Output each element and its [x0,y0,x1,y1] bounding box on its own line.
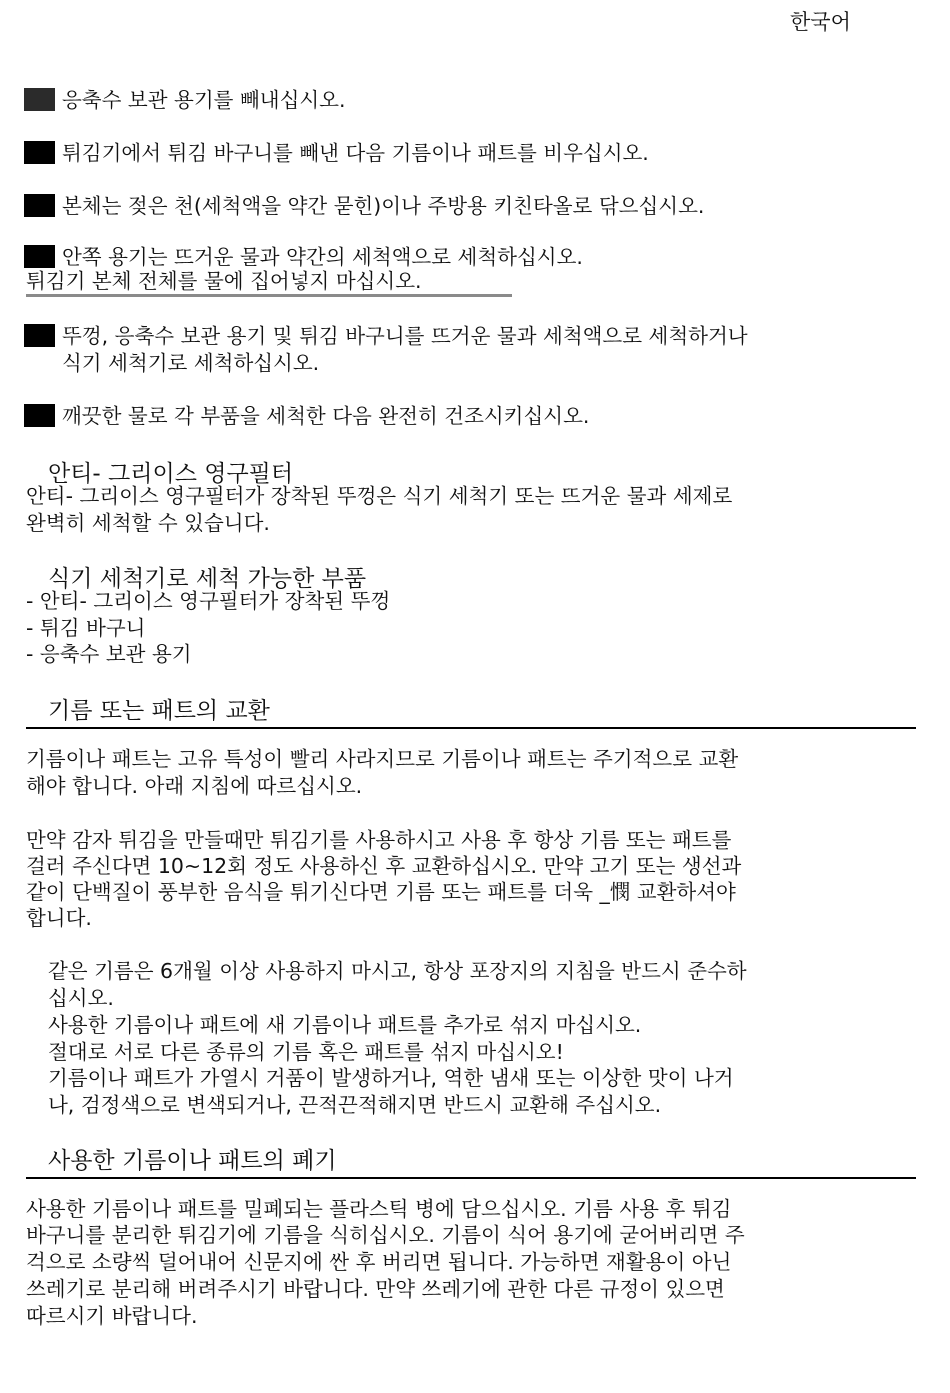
filter-section-title: 안티- 그리이스 영구필터 [48,461,294,487]
dishwasher-item: - 안티- 그리이스 영구필터가 장착된 뚜껑 [26,589,391,613]
oil-change-section-title: 기름 또는 패트의 교환 [48,698,270,724]
dishwasher-item: - 응축수 보관 용기 [26,642,192,666]
step-bullet [24,88,55,111]
language-label: 한국어 [790,10,851,34]
oil-change-note: 사용한 기름이나 패트에 새 기름이나 패트를 추가로 섞지 마십시오. [48,1013,642,1037]
step-bullet [24,245,55,268]
dishwasher-item: - 튀김 바구니 [26,616,146,640]
section-divider [26,727,916,729]
oil-change-note: 기름이나 패트가 가열시 거품이 발생하거나, 역한 냄새 또는 이상한 맛이 나거 [48,1066,734,1090]
filter-body-line: 안티- 그리이스 영구필터가 장착된 뚜껑은 식기 세척기 또는 뜨거운 물과 세제로 [26,484,733,508]
oil-change-paragraph-line: 같이 단백질이 풍부한 음식을 튀기신다면 기름 또는 패트를 더욱 _憫 교환하셔야 [26,880,736,904]
disposal-line: 바구니를 분리한 튀김기에 기름을 식히십시오. 기름이 식어 용기에 굳어버리면 주 [26,1223,745,1247]
oil-change-note: 나, 검정색으로 변색되거나, 끈적끈적해지면 반드시 교환해 주십시오. [48,1093,662,1117]
step-bullet [24,194,55,217]
step-bullet [24,141,55,164]
oil-change-note: 같은 기름은 6개월 이상 사용하지 마시고, 항상 포장지의 지침을 반드시 준수하 [48,959,747,983]
oil-change-paragraph-line: 기름이나 패트는 고유 특성이 빨리 사라지므로 기름이나 패트는 주기적으로 교환 [26,747,739,771]
disposal-section-title: 사용한 기름이나 패트의 폐기 [48,1148,337,1174]
cleaning-step-5: 뚜껑, 응축수 보관 용기 및 튀김 바구니를 뜨거운 물과 세척액으로 세척하거나 [62,324,748,348]
step-bullet [24,404,55,427]
disposal-line: 쓰레기로 분리해 버려주시기 바랍니다. 만약 쓰레기에 관한 다른 규정이 있으면 [26,1277,725,1301]
cleaning-step-5-continued: 식기 세척기로 세척하십시오. [62,351,320,375]
oil-change-paragraph-line: 걸러 주신다면 10~12회 정도 사용하신 후 교환하십시오. 만약 고기 또는 생선과 [26,854,742,878]
filter-body-line: 완벽히 세척할 수 있습니다. [26,511,270,535]
cleaning-step-4: 안쪽 용기는 뜨거운 물과 약간의 세척액으로 세척하십시오. [62,245,583,269]
immersion-warning: 튀김기 본체 전체를 물에 집어넣지 마십시오. [26,269,422,293]
disposal-line: 따르시기 바랍니다. [26,1304,198,1328]
dishwasher-section-title: 식기 세척기로 세척 가능한 부품 [48,566,367,592]
cleaning-step-1: 응축수 보관 용기를 빼내십시오. [62,88,346,112]
oil-change-note: 절대로 서로 다른 종류의 기름 혹은 패트를 섞지 마십시오! [48,1040,564,1064]
disposal-line: 걱으로 소량씩 덜어내어 신문지에 싼 후 버리면 됩니다. 가능하면 재활용이 아닌 [26,1250,732,1274]
cleaning-step-6: 깨끗한 물로 각 부품을 세척한 다음 완전히 건조시키십시오. [62,404,590,428]
oil-change-paragraph-line: 해야 합니다. 아래 지침에 따르십시오. [26,774,363,798]
cleaning-step-3: 본체는 젖은 천(세척액을 약간 묻힌)이나 주방용 키친타올로 닦으십시오. [62,194,705,218]
disposal-line: 사용한 기름이나 패트를 밀폐되는 플라스틱 병에 담으십시오. 기름 사용 후 튀김 [26,1197,732,1221]
oil-change-paragraph-line: 합니다. [26,906,92,930]
step-bullet [24,324,55,347]
cleaning-step-2: 튀김기에서 튀김 바구니를 빼낸 다음 기름이나 패트를 비우십시오. [62,141,649,165]
oil-change-note: 십시오. [48,986,114,1010]
oil-change-paragraph-line: 만약 감자 튀김을 만들때만 튀김기를 사용하시고 사용 후 항상 기름 또는 패트를 [26,828,732,852]
section-divider [26,1177,916,1179]
warning-underline [26,294,512,297]
